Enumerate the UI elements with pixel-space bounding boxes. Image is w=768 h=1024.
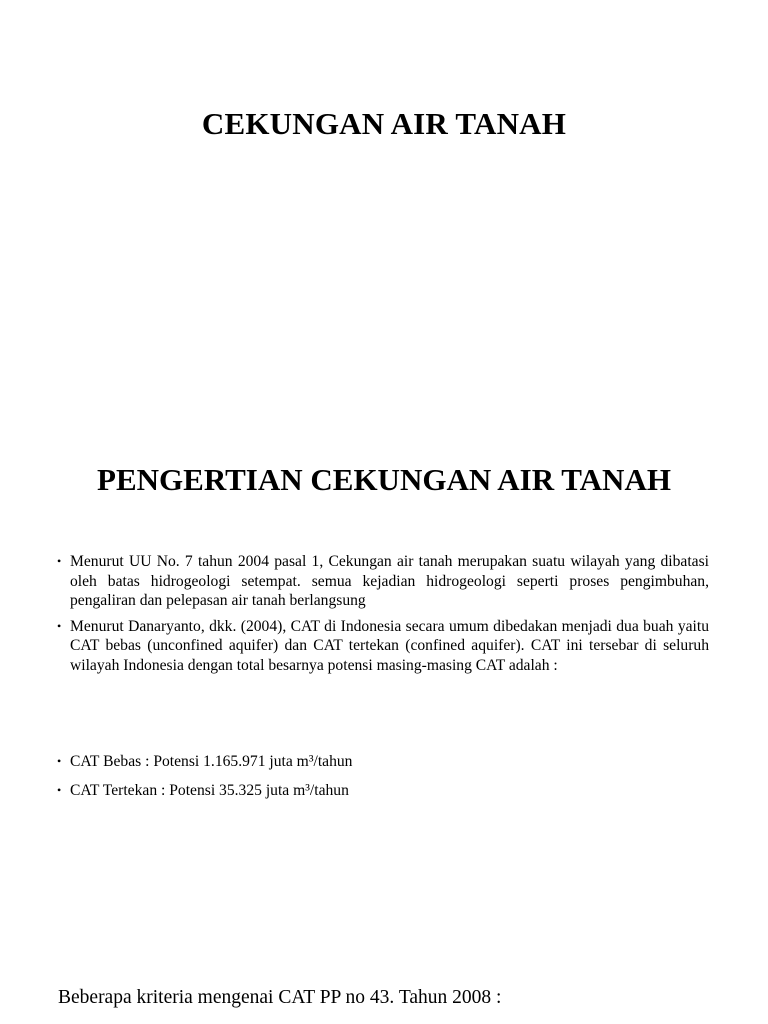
definition-list [56, 552, 709, 681]
bullet-icon: • [57, 554, 62, 568]
bullet-icon: • [57, 754, 62, 768]
slide-title-pengertian: PENGERTIAN CEKUNGAN AIR TANAH [97, 462, 671, 497]
potensi-text: CAT Bebas : Potensi 1.165.971 juta m³/tahun [70, 753, 353, 770]
bullet-icon: • [57, 618, 62, 633]
potensi-item-tertekan [56, 781, 656, 801]
definition-text: Menurut UU No. 7 tahun 2004 pasal 1, Cekungan air tanah merupakan suatu wilayah yang dibatasi oleh batas hidrogeologi setempat. semua kejadian hidrogeologi seperti proses pengimbuhan, pengaliran dan pelepasan air tanah berlangsung [70, 553, 709, 609]
bullet-icon: • [57, 782, 62, 797]
potensi-item-bebas [56, 752, 656, 772]
potensi-list [56, 752, 656, 809]
definition-item-uu [56, 552, 709, 611]
kriteria-intro-text: Beberapa kriteria mengenai CAT PP no 43. Tahun 2008 : [58, 987, 502, 1008]
definition-text: Menurut Danaryanto, dkk. (2004), CAT di Indonesia secara umum dibedakan menjadi dua buah yaitu CAT bebas (unconfined aquifer) dan CAT tertekan (confined aquifer). CAT ini tersebar di seluruh wilayah Indonesia dengan total besarnya potensi masing-masing CAT adalah : [70, 617, 709, 674]
slide-title-cekungan-air-tanah: CEKUNGAN AIR TANAH [201, 106, 567, 141]
definition-item-danaryanto [56, 617, 709, 676]
potensi-text: CAT Tertekan : Potensi 35.325 juta m³/tahun [70, 781, 349, 799]
